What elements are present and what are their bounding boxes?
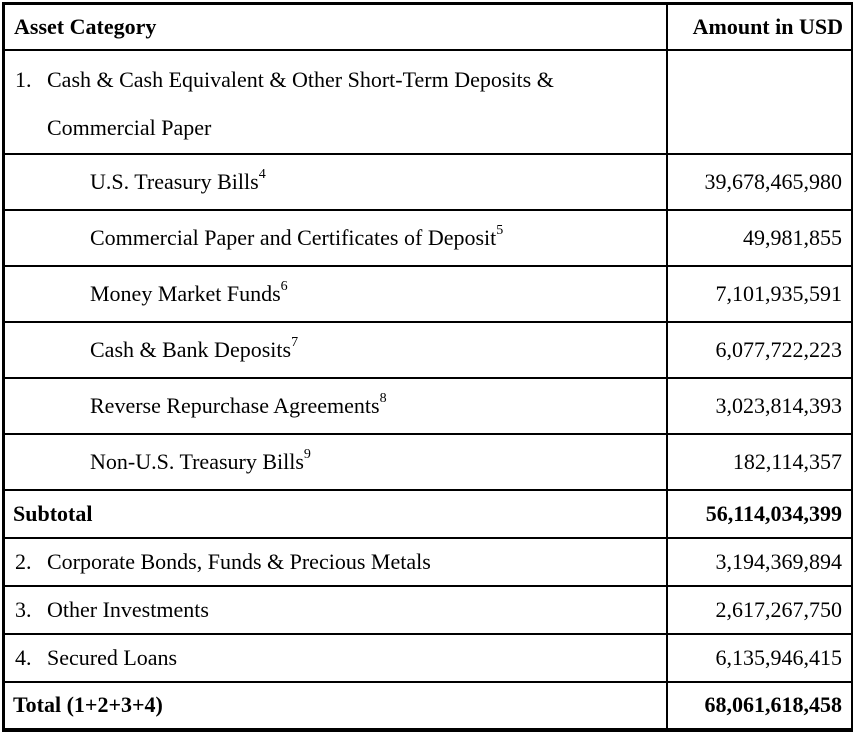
item-label: Corporate Bonds, Funds & Precious Metals xyxy=(47,548,431,574)
item-number: 2. xyxy=(15,548,32,574)
total-label: Total (1+2+3+4) xyxy=(4,682,667,730)
table-row xyxy=(4,538,853,586)
asset-subitem-cell xyxy=(4,434,667,490)
footnote-marker: 4 xyxy=(258,167,266,183)
amount-cell: 7,101,935,591 xyxy=(667,266,853,322)
footnote-marker: 8 xyxy=(379,391,387,407)
item-number: 3. xyxy=(15,596,32,622)
footnote-marker: 5 xyxy=(496,223,504,239)
item-label: Cash & Cash Equivalent & Other Short-Term Deposits & Commercial Paper xyxy=(47,66,554,140)
amount-cell: 2,617,267,750 xyxy=(667,586,853,634)
asset-category-cell xyxy=(4,538,667,586)
asset-subitem-cell xyxy=(4,210,667,266)
amount-cell: 182,114,357 xyxy=(667,434,853,490)
item-label: Cash & Bank Deposits xyxy=(90,336,292,362)
asset-subitem-cell xyxy=(4,154,667,210)
table-row-total xyxy=(4,682,853,730)
amount-cell: 6,077,722,223 xyxy=(667,322,853,378)
item-label: Reverse Repurchase Agreements xyxy=(90,392,380,418)
amount-cell xyxy=(667,50,853,154)
subtotal-amount-cell: 56,114,034,399 xyxy=(667,490,853,538)
asset-subitem-cell xyxy=(4,266,667,322)
item-label: U.S. Treasury Bills xyxy=(90,168,259,194)
table-row xyxy=(4,154,853,210)
item-label: Other Investments xyxy=(47,596,209,622)
table-row xyxy=(4,210,853,266)
asset-subitem-cell xyxy=(4,322,667,378)
asset-category-table xyxy=(2,2,853,732)
amount-cell: 3,023,814,393 xyxy=(667,378,853,434)
asset-category-cell xyxy=(4,50,667,154)
item-label: Secured Loans xyxy=(47,644,178,670)
column-header-asset-category: Asset Category xyxy=(4,4,667,50)
table-header-row xyxy=(4,4,853,50)
table-row xyxy=(4,378,853,434)
item-number: 1. xyxy=(15,66,32,92)
amount-cell: 39,678,465,980 xyxy=(667,154,853,210)
total-amount-cell: 68,061,618,458 xyxy=(667,682,853,730)
amount-cell: 49,981,855 xyxy=(667,210,853,266)
asset-subitem-cell xyxy=(4,378,667,434)
amount-cell: 3,194,369,894 xyxy=(667,538,853,586)
item-label: Money Market Funds xyxy=(90,280,281,306)
footnote-marker: 9 xyxy=(303,447,311,463)
table-row xyxy=(4,266,853,322)
item-number: 4. xyxy=(15,644,32,670)
table-row xyxy=(4,634,853,682)
item-label: Commercial Paper and Certificates of Deposit xyxy=(90,224,497,250)
asset-category-cell xyxy=(4,586,667,634)
item-label: Non-U.S. Treasury Bills xyxy=(90,448,304,474)
amount-cell: 6,135,946,415 xyxy=(667,634,853,682)
asset-category-cell xyxy=(4,634,667,682)
table-row xyxy=(4,322,853,378)
column-header-amount-in-usd: Amount in USD xyxy=(667,4,853,50)
subtotal-label: Subtotal xyxy=(4,490,667,538)
table-row xyxy=(4,434,853,490)
table-row xyxy=(4,50,853,154)
footnote-marker: 7 xyxy=(291,335,299,351)
table-row xyxy=(4,586,853,634)
footnote-marker: 6 xyxy=(280,279,288,295)
table-row-subtotal xyxy=(4,490,853,538)
